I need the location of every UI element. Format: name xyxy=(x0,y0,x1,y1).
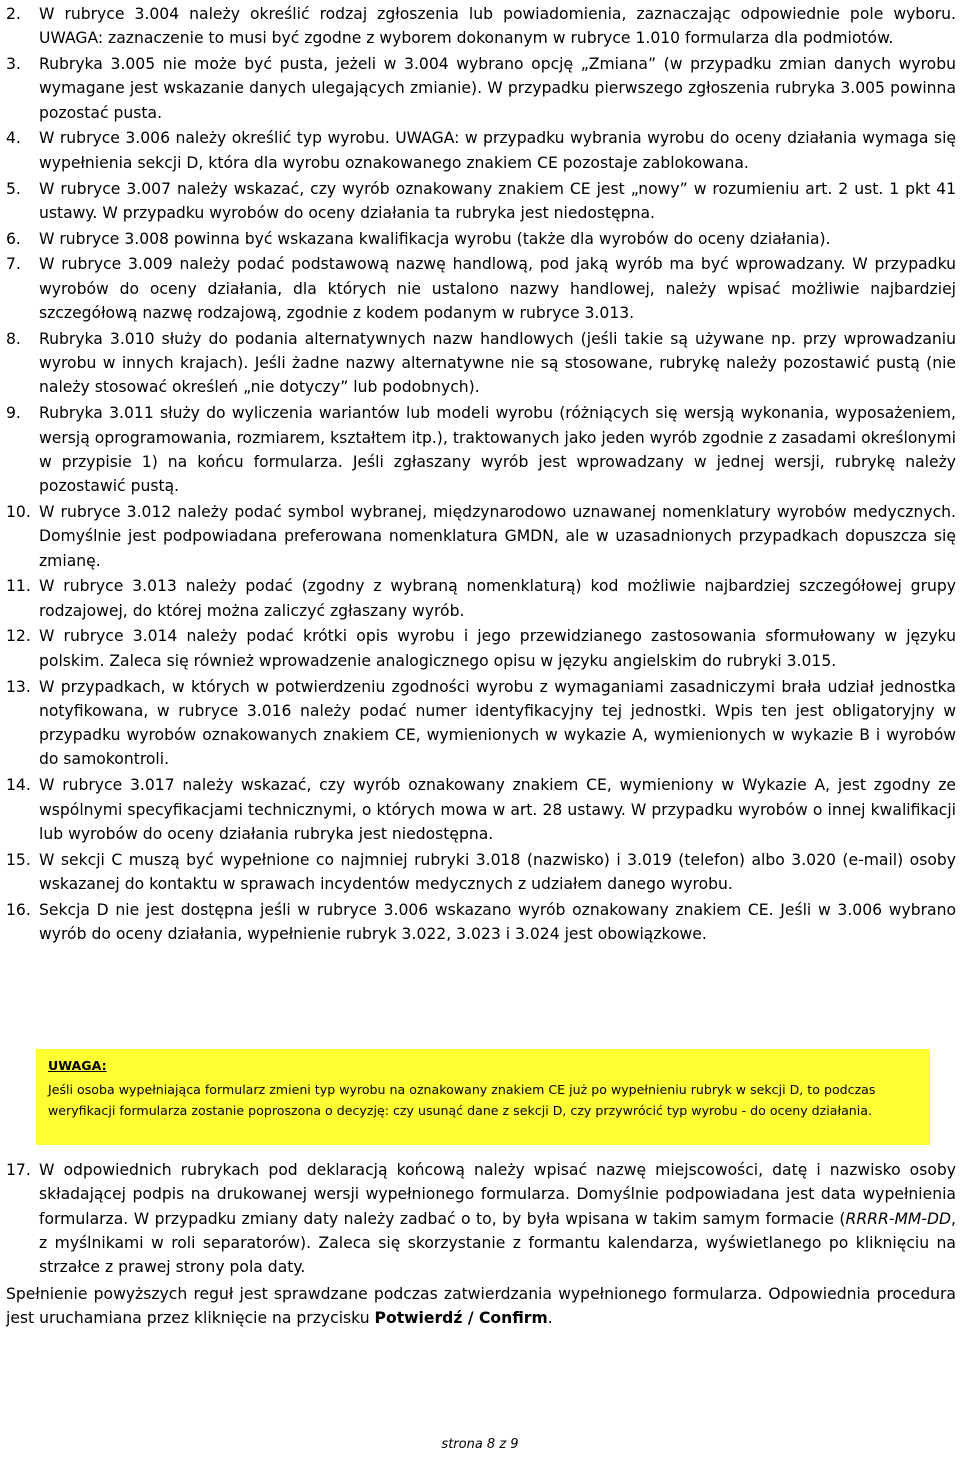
item-text: W rubryce 3.012 należy podać symbol wybranej, międzynarodowo uznawanej nomenklatury wyrobów medycznych. Domyślnie jest podpowiadana preferowana nomenklatura GMDN, ale w uzasadnionych przypadkach dopuszcza się zmianę. xyxy=(39,502,956,570)
list-item xyxy=(6,126,956,175)
confirm-button-label: Potwierdź / Confirm xyxy=(374,1309,548,1328)
item-text: W rubryce 3.014 należy podać krótki opis wyrobu i jego przewidzianego zastosowania sformułowany w języku polskim. Zaleca się również wprowadzenie analogicznego opisu w języku angielskim do rubryki 3.015. xyxy=(39,627,956,670)
item-text: Rubryka 3.011 służy do wyliczenia wariantów lub modeli wyrobu (różniących się wersją wykonania, wyposażeniem, wersją oprogramowania, rozmiarem, kształtem itp.), traktowanych jako jeden wyrób zgodnie z zasadami określonymi w przypisie 1) na końcu formularza. Jeśli zgłaszany wyrób jest wprowadzany w jednej wersji, rubrykę należy pozostawić pustą. xyxy=(39,404,956,496)
summary-paragraph xyxy=(6,1282,956,1331)
list-item xyxy=(6,574,956,623)
list-item xyxy=(6,52,956,125)
list-item xyxy=(6,773,956,846)
item-number: 5. xyxy=(6,179,21,198)
list-item xyxy=(6,1158,956,1279)
item-text: Rubryka 3.005 nie może być pusta, jeżeli w 3.004 wybrano opcję „Zmiana” (w przypadku zmian danych wyrobu wymagane jest wskazanie danych ulegających zmianie). W przypadku pierwszego zgłoszenia rubryka 3.005 powinna pozostać pusta. xyxy=(39,55,956,122)
item-number: 10. xyxy=(6,502,31,521)
page-number: strona 8 z 9 xyxy=(441,1437,519,1452)
item-number: 4. xyxy=(6,129,21,148)
rules-list-continued xyxy=(6,1158,956,1281)
item-text-continued: , z myślnikami w roli separatorów). Zaleca się skorzystanie z formantu kalendarza, wyświetlanego po kliknięciu na strzałce z prawej strony pola daty. xyxy=(39,1209,956,1277)
item-number: 16. xyxy=(6,900,31,919)
warning-title: UWAGA: xyxy=(48,1058,107,1073)
list-item xyxy=(6,624,956,673)
rules-list xyxy=(6,2,956,948)
item-number: 14. xyxy=(6,776,31,795)
list-item xyxy=(6,401,956,498)
item-number: 11. xyxy=(6,577,31,596)
list-item xyxy=(6,500,956,573)
item-text: W odpowiednich rubrykach pod deklaracją końcową należy wpisać nazwę miejscowości, datę i nazwisko osoby składającej podpis na drukowanej wersji wypełnionego formularza. Domyślnie podpowiadana jest data wypełnienia formularza. W przypadku zmiany daty należy zadbać o to, by była wpisana w takim samym formacie ( xyxy=(39,1161,956,1228)
item-number: 17. xyxy=(6,1161,31,1179)
warning-text: Jeśli osoba wypełniająca formularz zmieni typ wyrobu na oznakowany znakiem CE już po wypełnieniu rubryk w sekcji D, to podczas weryfikacji formularza zostanie poproszona o decyzję: czy usunąć dane z sekcji D, czy przywrócić typ wyrobu - do oceny działania. xyxy=(48,1082,876,1118)
list-item xyxy=(6,327,956,400)
item-text: W przypadkach, w których w potwierdzeniu zgodności wyrobu z wymaganiami zasadniczymi brała udział jednostka notyfikowana, w rubryce 3.016 należy podać numer identyfikacyjny tej jednostki. Wpis ten jest obligatoryjny w przypadku wyrobów oznakowanych znakiem CE, wymienionych w wykazie A, wymienionych w wykazie B i wyrobów do samokontroli. xyxy=(39,677,956,769)
list-item xyxy=(6,675,956,772)
item-number: 12. xyxy=(6,627,31,646)
item-text: W rubryce 3.007 należy wskazać, czy wyrób oznakowany znakiem CE jest „nowy” w rozumieniu art. 2 ust. 1 pkt 41 ustawy. W przypadku wyrobów do oceny działania ta rubryka jest niedostępna. xyxy=(39,179,956,222)
summary-end: . xyxy=(547,1309,553,1328)
item-text: W rubryce 3.006 należy określić typ wyrobu. UWAGA: w przypadku wybrania wyrobu do oceny działania wymaga się wypełnienia sekcji D, która dla wyrobu oznakowanego znakiem CE pozostaje zablokowana. xyxy=(39,129,956,172)
item-text: W rubryce 3.009 należy podać podstawową nazwę handlową, pod jaką wyrób ma być wprowadzany. W przypadku wyrobów do oceny działania, dla których nie ustalono nazwy handlowej, należy wpisać możliwie najbardziej szczegółową nazwę rodzajową, zgodnie z kodem podanym w rubryce 3.013. xyxy=(39,255,956,323)
item-number: 6. xyxy=(6,229,21,248)
item-text: W rubryce 3.017 należy wskazać, czy wyrób oznakowany znakiem CE, wymieniony w Wykazie A, jest zgodny ze wspólnymi specyfikacjami technicznymi, o których mowa w art. 28 ustawy. W przypadku wyrobów o innej kwalifikacji lub wyrobów do oceny działania rubryka jest niedostępna. xyxy=(39,776,956,843)
item-number: 8. xyxy=(6,329,21,348)
item-number: 7. xyxy=(6,255,21,274)
item-number: 15. xyxy=(6,850,31,869)
date-format: RRRR-MM-DD xyxy=(845,1209,952,1228)
list-item xyxy=(6,848,956,897)
summary-text: Spełnienie powyższych reguł jest sprawdzane podczas zatwierdzania wypełnionego formularza. Odpowiednia procedura jest uruchamiana przez kliknięcie na przycisku xyxy=(6,1285,956,1328)
item-text: W rubryce 3.004 należy określić rodzaj zgłoszenia lub powiadomienia, zaznaczając odpowiednie pole wyboru. UWAGA: zaznaczenie to musi być zgodne z wyborem dokonanym w rubryce 1.010 formularza dla podmiotów. xyxy=(39,5,956,48)
item-number: 9. xyxy=(6,404,21,423)
item-number: 3. xyxy=(6,55,21,74)
list-item xyxy=(6,227,956,251)
list-item xyxy=(6,2,956,51)
list-item xyxy=(6,252,956,325)
list-item xyxy=(6,898,956,947)
item-number: 13. xyxy=(6,677,31,696)
item-text: W sekcji C muszą być wypełnione co najmniej rubryki 3.018 (nazwisko) i 3.019 (telefon) albo 3.020 (e-mail) osoby wskazanej do kontaktu w sprawach incydentów medycznych z udziałem danego wyrobu. xyxy=(39,850,956,893)
item-text: W rubryce 3.008 powinna być wskazana kwalifikacja wyrobu (także dla wyrobów do oceny działania). xyxy=(39,229,831,248)
item-text: Sekcja D nie jest dostępna jeśli w rubryce 3.006 wskazano wyrób oznakowany znakiem CE. Jeśli w 3.006 wybrano wyrób do oceny działania, wypełnienie rubryk 3.022, 3.023 i 3.024 jest obowiązkowe. xyxy=(39,900,956,943)
item-text: Rubryka 3.010 służy do podania alternatywnych nazw handlowych (jeśli takie są używane np. przy wprowadzaniu wyrobu w innych krajach). Jeśli żadne nazwy alternatywne nie są stosowane, rubrykę należy pozostawić pustą (nie należy stosować określeń „nie dotyczy” lub podobnych). xyxy=(39,329,956,397)
list-item xyxy=(6,177,956,226)
warning-box xyxy=(36,1049,930,1145)
item-number: 2. xyxy=(6,5,21,23)
item-text: W rubryce 3.013 należy podać (zgodny z wybraną nomenklaturą) kod możliwie najbardziej szczegółowej grupy rodzajowej, do której można zaliczyć zgłaszany wyrób. xyxy=(39,577,956,620)
